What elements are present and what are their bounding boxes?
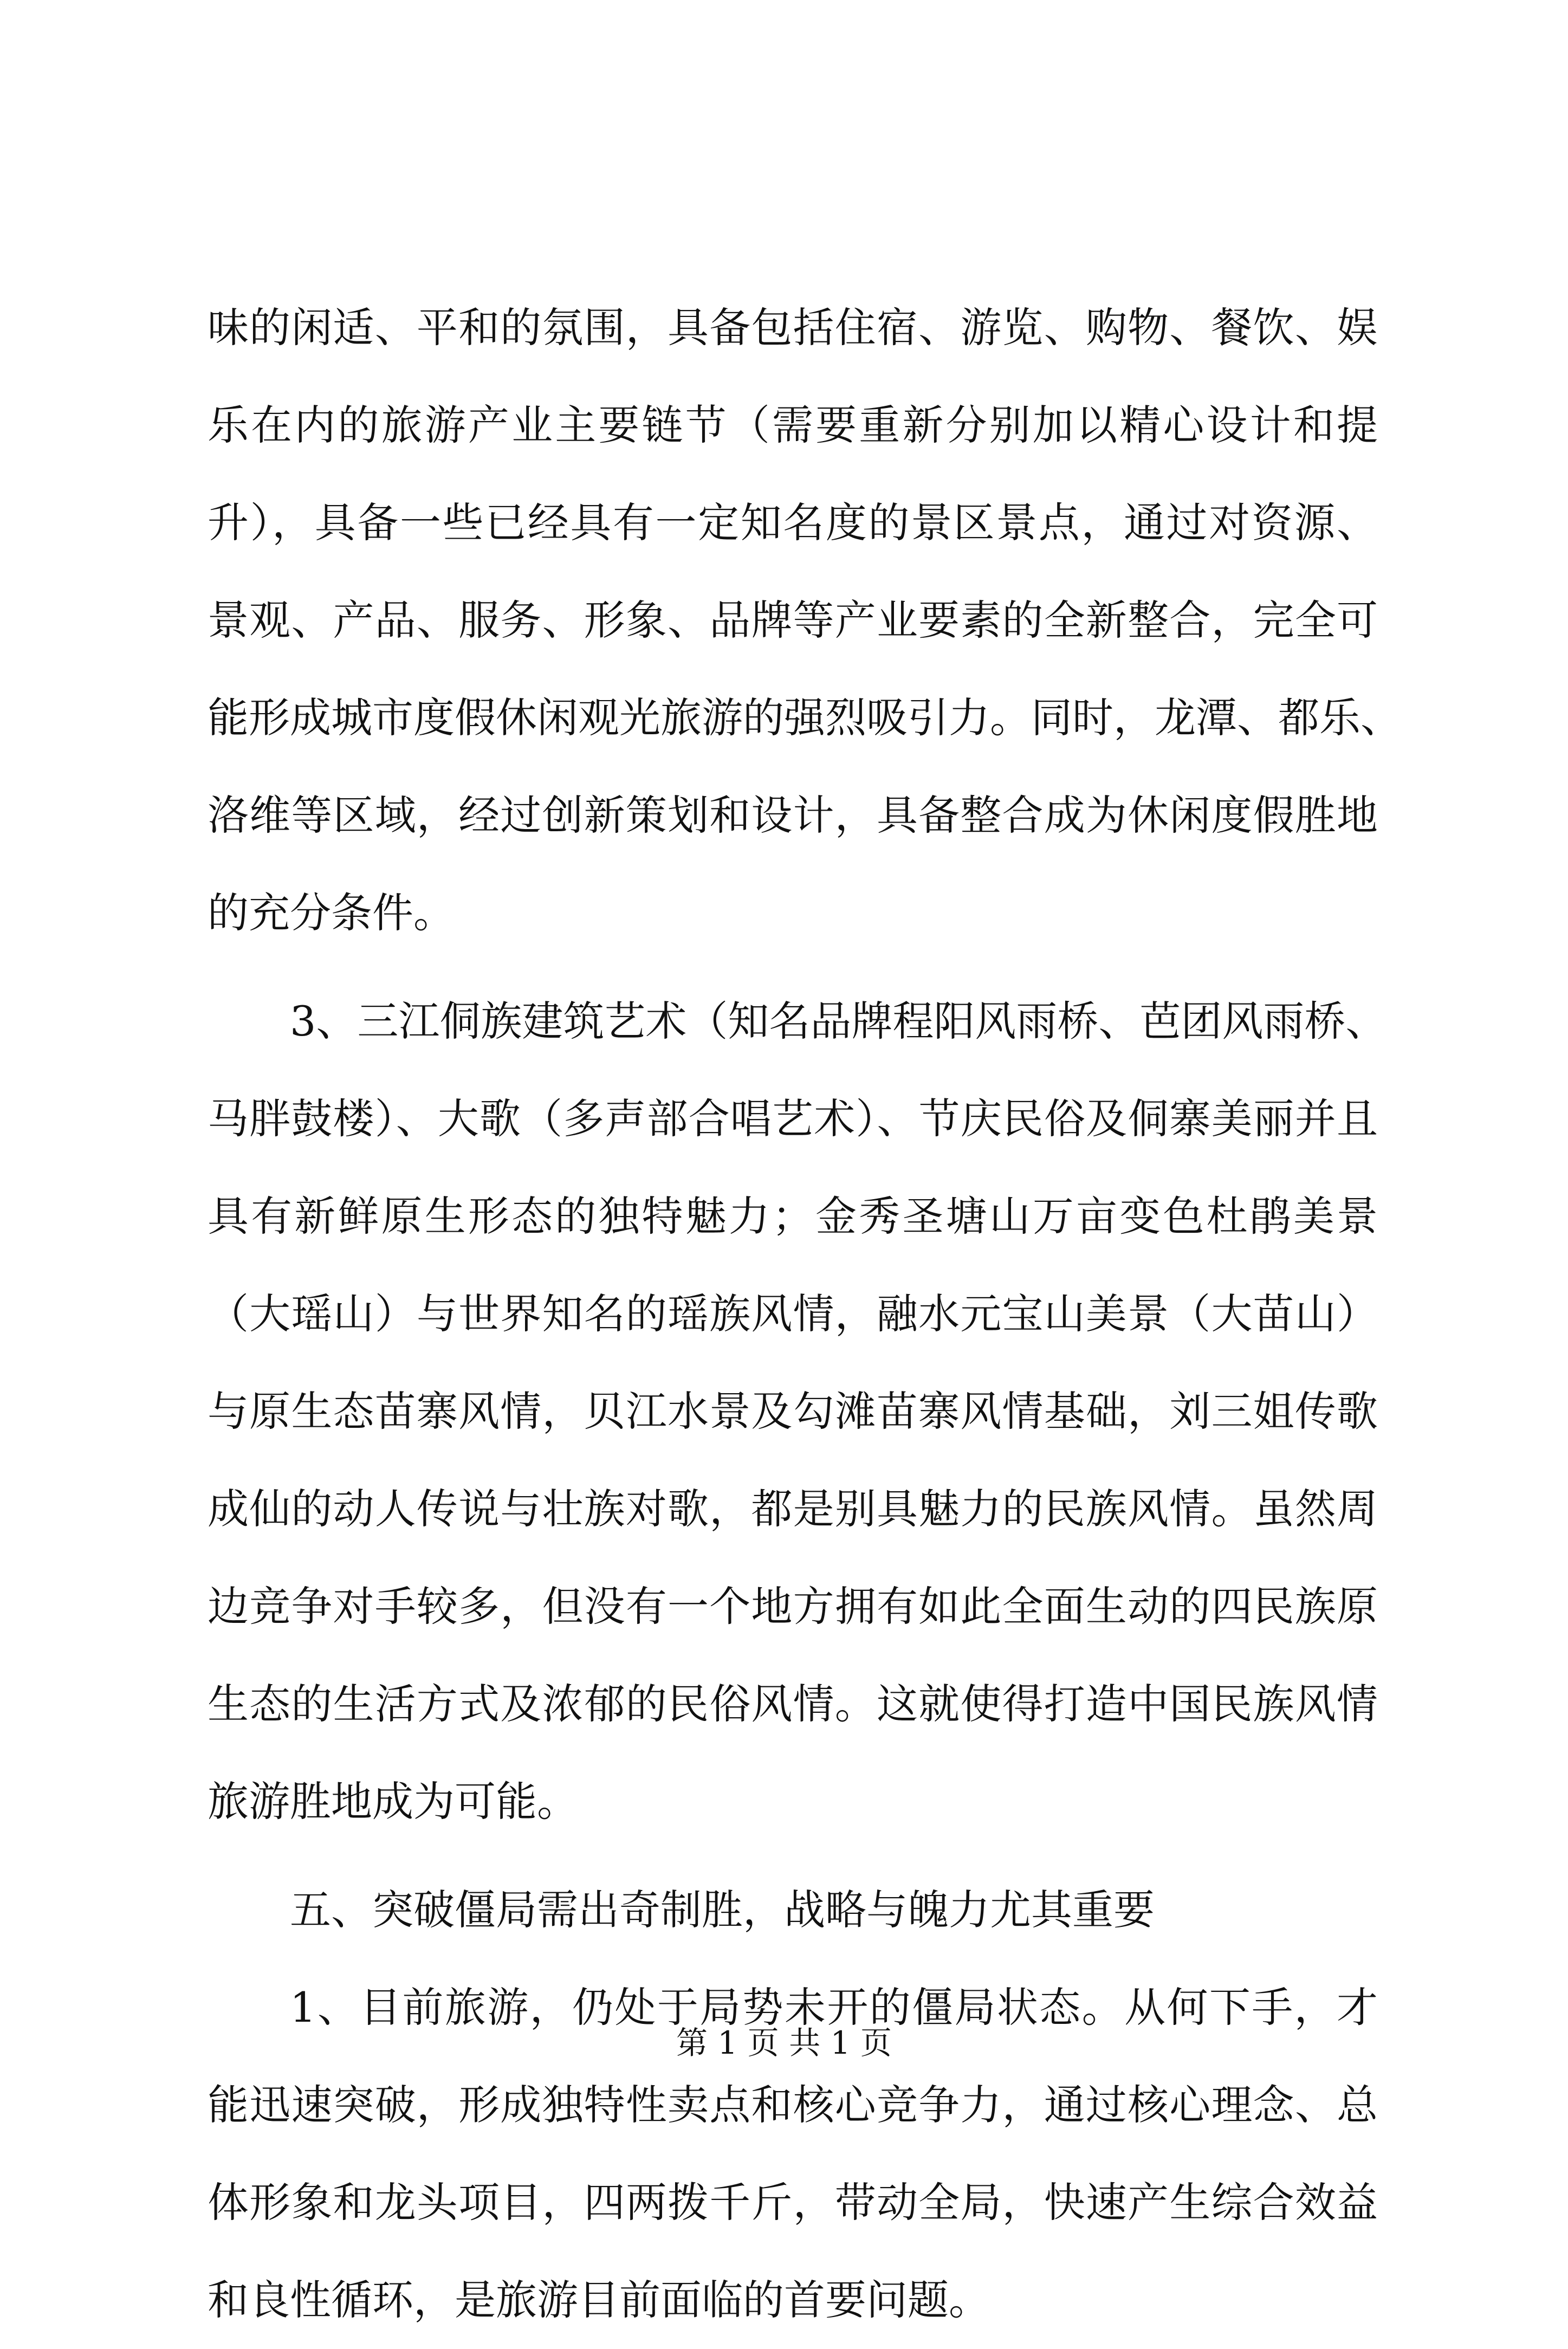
text-line: 味的闲适、平和的氛围，具备包括住宿、游览、购物、餐饮、娱: [208, 303, 1378, 352]
text-line: 乐在内的旅游产业主要链节（需要重新分别加以精心设计和提: [208, 401, 1378, 449]
text-line: 1、目前旅游，仍处于局势未开的僵局状态。从何下手，才: [290, 1983, 1378, 2031]
text-line: 马胖鼓楼）、大歌（多声部合唱艺术）、节庆民俗及侗寨美丽并且: [208, 1095, 1378, 1143]
text-line: 生态的生活方式及浓郁的民俗风情。这就使得打造中国民族风情: [208, 1680, 1378, 1728]
page-footer: 第 1 页 共 1 页: [676, 2024, 892, 2061]
text-line: 具有新鲜原生形态的独特魅力；金秀圣塘山万亩变色杜鹃美景: [208, 1192, 1378, 1240]
text-line: 旅游胜地成为可能。: [208, 1777, 578, 1826]
text-line: 边竞争对手较多，但没有一个地方拥有如此全面生动的四民族原: [208, 1582, 1378, 1630]
text-line: 和良性循环，是旅游目前面临的首要问题。: [208, 2276, 990, 2324]
text-line: 能迅速突破，形成独特性卖点和核心竞争力，通过核心理念、总: [208, 2081, 1378, 2129]
text-line: （大瑶山）与世界知名的瑶族风情，融水元宝山美景（大苗山）: [208, 1290, 1378, 1338]
text-line: 景观、产品、服务、形象、品牌等产业要素的全新整合，完全可: [208, 596, 1378, 644]
text-line: 能形成城市度假休闲观光旅游的强烈吸引力。同时，龙潭、都乐、: [208, 694, 1402, 742]
section-heading: 五、突破僵局需出奇制胜，战略与魄力尤其重要: [290, 1886, 1155, 1934]
text-line: 体形象和龙头项目，四两拨千斤，带动全局，快速产生综合效益: [208, 2178, 1378, 2227]
text-line: 成仙的动人传说与壮族对歌，都是别具魅力的民族风情。虽然周: [208, 1485, 1378, 1533]
text-line: 升），具备一些已经具有一定知名度的景区景点，通过对资源、: [208, 499, 1378, 547]
text-line: 洛维等区域，经过创新策划和设计，具备整合成为休闲度假胜地: [208, 791, 1378, 839]
text-line: 3、三江侗族建筑艺术（知名品牌程阳风雨桥、芭团风雨桥、: [290, 997, 1387, 1045]
text-line: 与原生态苗寨风情，贝江水景及勾滩苗寨风情基础，刘三姐传歌: [208, 1387, 1378, 1435]
text-line: 的充分条件。: [208, 889, 455, 937]
